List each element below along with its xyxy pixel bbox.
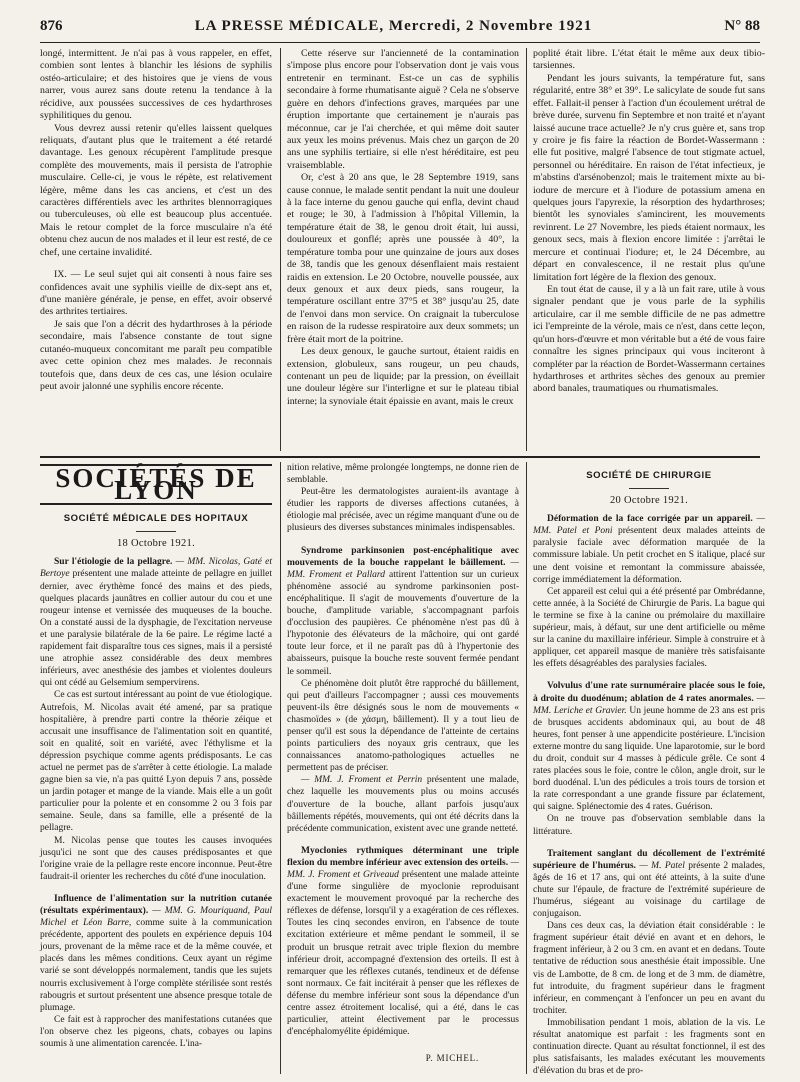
article-title: Myoclonies rythmiques déterminant une triple flexion du membre inférieur avec extension des orteils. [287,845,519,868]
paragraph: Les deux genoux, le gauche surtout, étaient raidis en extension, globuleux, sans rougeur, un peu chauds, contenant un peu de liquide; par la pression, on éveillait une douleur légère sur l'interligne et sur le plateau tibial interne; la synoviale était épaissie en avant, mais le creux [287,346,519,407]
paragraph: Dans ces deux cas, la déviation était considérable : le fragment supérieur était dévié en avant et en dehors, le fragment inférieur, à 2 ou 3 cm. en avant et en dedans. Toute tentative de réduction sous anesthésie était impossible. Une vis de Lambotte, de 8 cm. de long et de 3 mm. de diamètre, fut introduite, du fragment supérieur dans le fragment inférieur, en commençant à l'enfoncer un peu en avant du trochiter. [533,921,765,1016]
article-title: Influence de l'alimentation sur la nutrition cutanée (résultats expérimentaux). [40,893,272,916]
issue-number: N° 88 [724,18,760,34]
bottom-column-1 [40,462,272,1050]
header-rule [40,42,760,43]
article-title: Traitement sanglant du décollement de l'extrémité supérieure de l'humérus. [533,848,765,871]
journal-title: LA PRESSE MÉDICALE, Mercredi, 2 Novembre 1921 [194,18,593,34]
paragraph: Vous devrez aussi retenir qu'elles laissent quelques reliquats, d'autant plus que le traitement a été retardé davantage. Les genoux récupèrent l'amplitude presque complète des mouvements, mais il persista de l'atrophie musculaire. Celle-ci, je vous le répète, est relativement légère, même dans les cas anciens, et c'est un des caractères différentiels avec les arthrites blennorragiques ou tuberculeuses, où elle est beaucoup plus accentuée. Mais le retour complet de la force musculaire n'a été obtenu chez aucun de nos malades et il leur est resté, de ce chef, une certaine invalidité. [40,122,272,258]
column-divider [280,48,281,451]
article-text: présentent une malade atteinte de pellagre en juillet dernier, avec érythème foncé des mains et des pieds, quelques placards jaunâtres en collier autour du cou et une rougeur intense et vernissée des muqueuses de la bouche. On a constaté aussi de la dysphagie, de l'excitation nerveuse et une paralysie bilatérale de la 6e paire. Le régime lacté a rapidement fait disparaître tous ces signes, mais il a persisté une atrophie assez considérable des deux membres inférieurs, avec anesthésie des jambes et violentes douleurs qui ont cédé au Gelsemium sempervirens. [40,569,272,689]
top-column-2 [287,48,519,408]
society-name: SOCIÉTÉ MÉDICALE DES HOPITAUX [63,513,249,525]
section-rule [40,456,760,458]
article-authors: — MM. J. Froment et Griveaud [287,857,519,880]
bottom-column-3 [533,462,765,1077]
article-title: Sur l'étiologie de la pellagre. [54,557,173,568]
paragraph: Cette réserve sur l'ancienneté de la contamination s'impose plus encore pour l'observation dont je vais vous entretenir en terminant. Est-ce un cas de syphilis secondaire à forme rhumatisante aiguë ? Cela ne s'observe guère en dehors d'infections graves, marquées par une éruption importante que certainement je n'aurais pas méconnue, car je l'ai cherchée, et qui même doit sauter aux yeux les moins prévenus. Mais chez un garçon de 20 ans une syphilis tertiaire, si elle n'est héréditaire, est peu vraisemblable. [287,48,519,171]
paragraph: nition relative, même prolongée longtemps, ne donne rien de semblable. [287,463,519,486]
top-column-1 [40,48,272,393]
paragraph: Cet appareil est celui qui a été présenté par Ombrédanne, cette année, à la Société de Chirurgie de Paris. La bague qui le termine se fixe à la canine ou prémolaire du maxillaire supérieur, mais, à défaut, sur une dent artificielle ou même sur la canine du maxillaire inférieur. Simple à construire et à appliquer, cet appareil masque de manière très satisfaisante les effets désagréables des paralysies faciales. [533,586,765,670]
article-title: Volvulus d'une rate surnuméraire placée sous le foie, à droite du duodénum; ablation de 4 rates anormales. [533,681,765,704]
paragraph: M. Nicolas pense que toutes les causes invoquées jusqu'ici ne sont que des causes prédisposantes et que l'origine vraie de la pellagre reste encore inconnue. Peut-être faudrait-il orienter les recherches du côté d'une inoculation. [40,835,272,882]
page-number: 876 [40,18,63,34]
article-authors: — MM. J. Froment et Perrin [301,775,423,786]
paragraph [533,848,765,921]
paragraph: En tout état de cause, il y a là un fait rare, utile à vous signaler pendant que je vous parle de la syphilis articulaire, car il me semble difficile de ne pas admettre ici l'empreinte de la vérole, mais ce n'est, dans cette leçon, qu'un hors-d'œuvre et mon véritable but a été de vous faire connaître les signes principaux qui vous inciteront à compléter par la réaction de Bordet-Wassermann certaines hydarthroses et arthrites sèches des genoux au premier abord banales, traumatiques ou rhumatismales. [533,284,765,395]
paragraph [40,556,272,689]
paragraph: Immobilisation pendant 1 mois, ablation de la vis. Le résultat anatomique est parfait : les fragments sont en continuation directe. Quant au résultat fonctionnel, il est des plus satisfaisants, les malades exécutant les mouvements d'élévation du bras et de pro- [533,1017,765,1077]
paragraph [287,545,519,678]
paragraph: Je sais que l'on a décrit des hydarthroses à la période secondaire, mais l'absence constante de tout signe cutanéo-muqueux concomitant me paraît peu compatible avec cette opinion chez mes malades. Je reconnais toutefois que, dans deux de ces cas, une lésion oculaire peut avoir jalonné une syphilis encore récente. [40,318,272,392]
article-authors: — MM. Froment et Pallard [287,557,519,580]
title-underline [136,531,176,532]
article-title: Syndrome parkinsonien post-encéphalitique avec mouvements de la bouche rappelant le bâillement. [287,545,519,568]
paragraph [40,893,272,1014]
article-text: attirent l'attention sur un curieux phénomène associé au syndrome parkinsonien post-encéphalitique. Il s'agit de mouvements d'ouverture de la bouche, d'amplitude variable, s'accompagnant parfois d'occlusion des paupières. Ce phénomène n'est pas dû à l'hypotonie des élévateurs de la mâchoire, qui ont gardé toute leur force, et il ne paraît pas dû à l'hypertonie des abaisseurs, puisque la bouche reste souvent fermée pendant le sommeil. [287,569,519,677]
paragraph: IX. — Le seul sujet qui ait consenti à nous faire ses confidences avait une syphilis vieille de dix-sept ans et, d'une manière générale, je pense, en effet, avoir observé des arthrites tertiaires. [40,269,272,318]
bottom-column-2 [287,462,519,1064]
paragraph: longé, intermittent. Je n'ai pas à vous rappeler, en effet, combien sont lentes à blanchir les lésions de syphilis ostéo-articulaire; et des histoires que je viens de vous narrer, vous aurez sans doute retenu la tendance à la récidive, aux poussées successives de ces hydarthroses syphilitiques du genou. [40,48,272,122]
paragraph [287,845,519,1039]
article-text: comme suite à la communication précédente, apportent des poulets en expérience depuis 104 jours, provenant de la même race et de la même couvée, et placés dans les mêmes conditions. Ceux ayant un régime varié se sont développés normalement, tandis que les sujets nourris exclusivement à l'orge complète stérilisée sont restés rabougris et surtout présentent une absence presque totale de plumage. [40,918,272,1013]
paragraph [533,680,765,813]
top-column-3 [533,48,765,396]
paragraph: Ce fait est à rapprocher des manifestations cutanées que l'on observe chez les pigeons, chats, cobayes ou lapins soumis à une alimentation carencée. L'ina- [40,1014,272,1050]
article-authors: — MM. Patel et Poni [533,514,765,537]
column-divider [280,462,281,1074]
article-text: présentent une malade atteinte d'une forme singulière de myoclonie reproduisant exactement le mouvement provoqué par la recherche des réflexes de défense, lorsqu'il y a exagération de ces réflexes. Toutes les cinq secondes environ, en l'absence de toute excitation extérieure et même pendant le sommeil, il se produit un brusque retrait avec triple flexion du membre inférieur droit, accompagné d'extension des orteils. Il est à remarquer que les réflexes cutanés, tendineux et de défense sont normaux. Ce fait incitérait à penser que les réflexes de défense du membre inférieur sont sous la dépendance d'un centre assez étroitement localisé, qui a été, dans le cas particulier, atteint électivement par le processus d'encéphalomyélite épidémique. [287,870,519,1038]
paragraph: Pendant les jours suivants, la température fut, sans régularité, entre 38° et 39°. Le salicylate de soude fut sans effet. Fallait-il penser à l'action d'un écoulement urétral de brève durée, survenu fin Septembre et non traité et n'ayant laissé aucune trace actuelle? Je n'y crus guère et, sans trop y croire je fis faire la réaction de Bordet-Wassermann : elle fut positive, malgré l'absence de tout stigmate actuel, personnel ou héréditaire. En raison de l'état infectieux, je m'abstins d'arsénobenzol; mais le traitement mixte au bi-iodure de mercure et à l'iodure de potassium amena en quelques jours l'apyrexie, la résorption des hydarthroses; bientôt les synoviales s'amincirent, les mouvements revinrent. Le 27 Novembre, les pieds étaient normaux, les genoux secs, mais à flexion encore limitée : j'arrêtai le mercure et continuai l'iodure; et, le 24 Décembre, au départ en convalescence, il ne restait plus qu'une limitation fort légère de la flexion des genoux. [533,72,765,283]
paragraph: On ne trouve pas d'observation semblable dans la littérature. [533,814,765,837]
article-authors: — MM. Nicolas, Gaté et Bertoye [40,557,272,580]
section-title: SOCIÉTÉS DE LYON [40,464,272,505]
column-divider [526,48,527,451]
author-signature: P. MICHEL. [425,1053,479,1064]
article-text: présentent deux malades atteints de paralysie faciale avec déformation marquée de la commissure labiale. Un petit crochet en S italique, placé sur une dent voisine et remontant la commissure abaissée, corrige immédiatement la déformation. [533,526,765,585]
article-authors: — M. Patel [635,860,685,871]
article-authors: — MM. Leriche et Gravier. [533,693,765,716]
article-text: présentent une malade, chez laquelle les mouvements plus ou moins accusés d'ouverture de la bouche, allant parfois jusqu'aux bâillements répétés, mouvements, qui ont été décrits dans la précédente communication, existent avec une grande netteté. [287,775,519,834]
paragraph: poplité était libre. L'état était le même aux deux tibio-tarsiennes. [533,48,765,72]
article-text: présente 2 malades, âgés de 16 et 17 ans, qui ont été atteints, à la suite d'une chute sur l'épaule, de fracture de l'extrémité supérieure de l'humérus, siégeant au voisinage du cartilage de conjugaison. [533,860,765,920]
article-authors: — MM. G. Mouriquand, Paul Michel et Léon Barre, [40,906,273,929]
column-divider [526,462,527,1074]
paragraph: Or, c'est à 20 ans que, le 28 Septembre 1919, sans cause connue, le malade sentit pendant la nuit une douleur à la face interne du genou gauche qui enfla, devint chaud et rouge; le 30, à l'admission à l'hôpital Villemin, la température était de 38, le genou droit était, lui aussi, douloureux et gonflé; après une poussée à 40°, la température tomba pour une quinzaine de jours aux doses de 38, tandis que les genoux désenflaient mais restaient raidis en extension. Le 20 Octobre, nouvelle poussée, aux deux genoux et aux deux pieds, sans rougeur, la température oscillant entre 37°5 et 38° jusqu'au 25, date de l'envoi dans mon service. On craignait la tuberculose en raison de la rudesse respiratoire aux deux sommets; un frère était mort de la poitrine. [287,172,519,345]
paragraph [287,774,519,834]
session-date: 20 Octobre 1921. [610,495,688,507]
paragraph: Peut-être les dermatologistes auraient-ils avantage à étudier les rapports de diverses affections cutanées, à étiologie mal précisée, avec un régime manquant d'une ou de plusieurs des diverses substances minimales indispensables. [287,487,519,534]
paragraph: Ce cas est surtout intéressant au point de vue étiologique. Autrefois, M. Nicolas avait été amené, par sa pratique hospitalière, à prendre parti contre la théorie zéique et accusait une insuffisance de l'alimentation soit en quantité, soit en qualité, soit en variété, avec l'éthylisme et la dépression psychique comme agents prédisposants. Le cas actuel ne permet pas de s'arrêter à cette étiologie. La malade gagne bien sa vie, n'a pas quitté Lyon depuis 7 ans, possède un jardin potager et mange de la viande. Mais elle a un goût particulier pour la polente et en consomme 2 ou 3 fois par semaine. Seule, dans sa famille, elle a présenté de la pellagre. [40,690,272,834]
title-underline [629,488,669,489]
session-date: 18 Octobre 1921. [117,538,195,550]
society-name: SOCIÉTÉ DE CHIRURGIE [586,470,712,481]
article-title: Déformation de la face corrigée par un appareil. [547,514,753,525]
paragraph: Ce phénomène doit plutôt être rapproché du bâillement, qui peut d'ailleurs l'accompagner ; aussi ces mouvements peuvent-ils être désignés sous le nom de mouvements « chasmoïdes » (de χάσμη, bâillement). Il y a tout lieu de penser qu'il est sous la dépendance de l'atteinte de certains points particuliers des noyaux gris centraux, que les connaissances anatomo-pathologiques actuelles ne permettent pas de préciser. [287,678,519,774]
paragraph [533,513,765,586]
society-title [533,470,765,489]
page-header [40,18,760,40]
society-title [40,513,272,532]
article-text: Un jeune homme de 23 ans est pris de brusques accidents abdominaux qui, au bout de 48 heures, font penser à une appendicite postérieure. L'incision externe montre du sang liquide. Une laparotomie, sur le bord du droit, conduit sur 4 masses à pédicule grêle. Ce sont 4 rates placées sous le foie, contre le côlon, angle droit, sur le bord duodénal. L'un des pédicules a trois tours de torsion et la rate correspondant a une grande fissure par éclatement, qui saigne. Splénectomie des 4 rates. Guérison. [533,705,765,813]
